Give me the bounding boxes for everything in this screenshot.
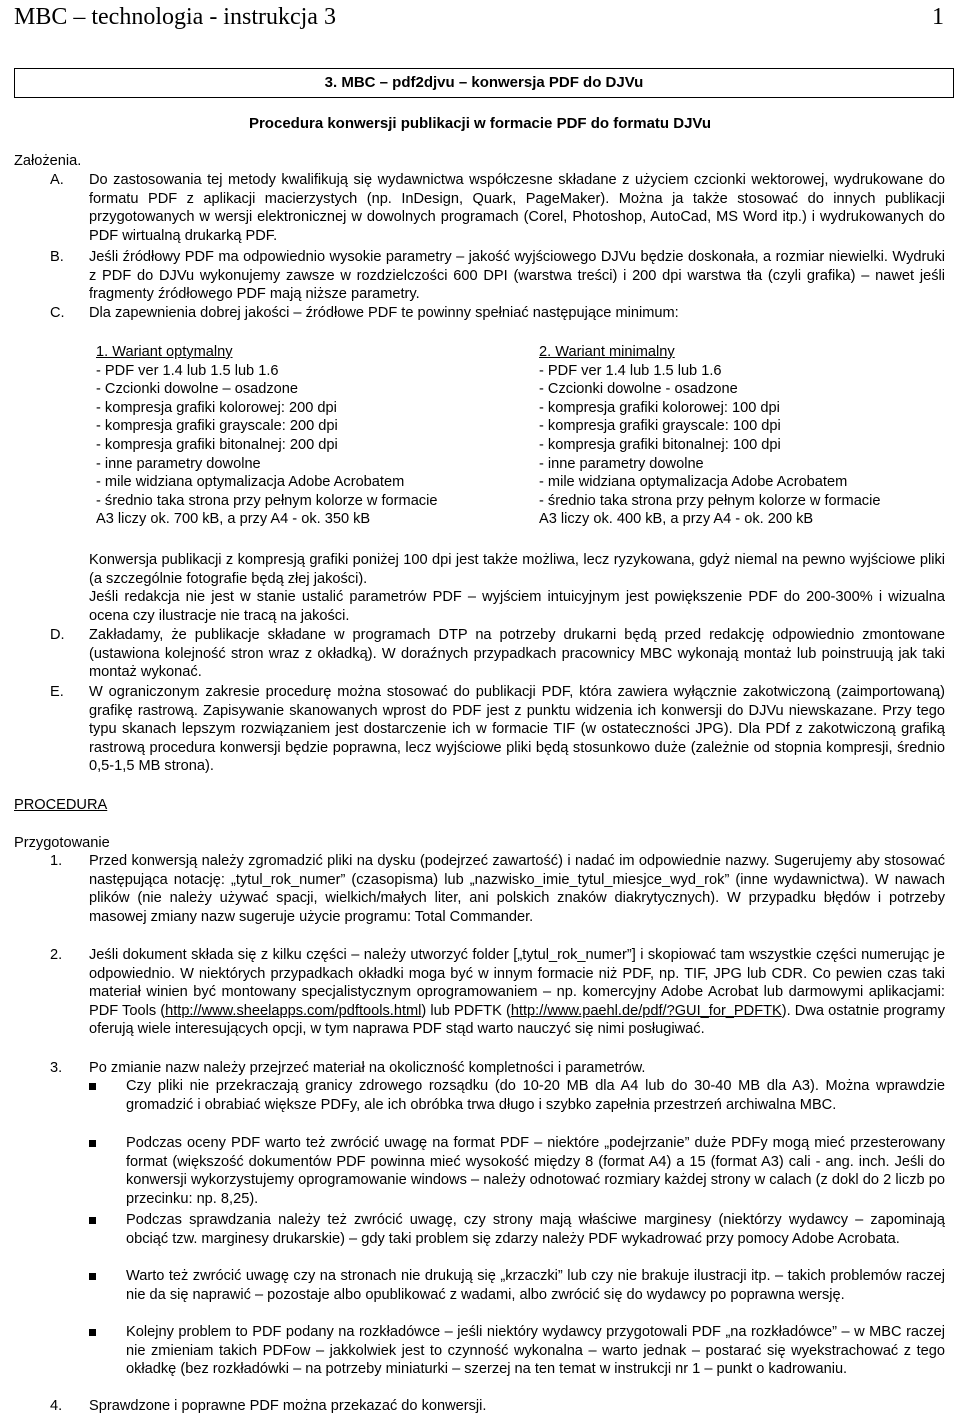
variant-line: - PDF ver 1.4 lub 1.5 lub 1.6 (96, 362, 279, 379)
variant-optimal (96, 343, 506, 529)
item-e (50, 683, 945, 776)
bullet-square-icon (89, 1273, 96, 1280)
variant-line: - średnio taka strona przy pełnym kolorze w formacie (539, 492, 881, 509)
item-b (50, 248, 945, 304)
note-parameters: Jeśli redakcja nie jest w stanie ustalić parametrów PDF – wyjściem intuicyjnym jest powiększenie PDF do 200-300% i wizualna ocena czy ilustracje nie tracą na jakości. (89, 589, 945, 624)
pdftools-link[interactable]: http://www.sheelapps.com/pdftools.html (165, 1002, 422, 1019)
variant-line: - inne parametry dowolne (539, 455, 704, 472)
variant-line: - mile widziana optymalizacja Adobe Acrobatem (96, 474, 405, 491)
step-3-marker: 3. (50, 1060, 63, 1076)
variant-line: - mile widziana optymalizacja Adobe Acrobatem (539, 474, 848, 491)
step-4 (50, 1397, 945, 1416)
variant-line: - kompresja grafiki kolorowej: 100 dpi (539, 399, 780, 416)
section-title: 3. MBC – pdf2djvu – konwersja PDF do DJVu (14, 68, 954, 98)
item-c-marker: C. (50, 305, 65, 321)
variant-line: - kompresja grafiki grayscale: 100 dpi (539, 418, 781, 435)
step-4-text: Sprawdzone i poprawne PDF można przekazać do konwersji. (89, 1398, 487, 1414)
step-1-text: Przed konwersją należy zgromadzić pliki na dysku (podejrzeć zawartość) i nadać im odpowiednie nazwy. Sugerujemy aby stosować następująca notację: „tytul_rok_numer” (czasopisma) lub „nazwisko_imie_tytul_miesjce_wyd_rok” (inne wydawnictwa). W nawach plików (nie należy używać spacji, wielkich/małych liter, ani polskich znaków diakrytycznych). W przypadku błędów i potrzeby masowej zmiany nazw sugeruje użycie programu: Total Commander. (89, 853, 945, 925)
check-bullet (89, 1211, 945, 1248)
item-b-text: Jeśli źródłowy PDF ma odpowiednio wysokie parametry – jakość wyjściowego DJVu będzie doskonała, a rozmiar niewielki. Wydruki z PDF do DJVu wykonujemy zawsze w rozdzielczości 600 DPI (warstwa treści) i 200 dpi warstwa tła (czyli grafika) – nawet jeśli fragmenty źródłowego PDF mają niższe parametry. (89, 249, 945, 303)
step-3 (50, 1059, 945, 1078)
check-bullet (89, 1077, 945, 1114)
check-bullet-text: Podczas sprawdzania należy też zwrócić uwagę, czy strony mają właściwe marginesy (niektórzy wydawcy – zapominają obciąć tzw. marginesy drukarskie) – gdy taki problem się zdarzy należy PDF wykadrować przy pomocy Adobe Acrobata. (126, 1212, 945, 1247)
variant-line: A3 liczy ok. 400 kB, a przy A4 - ok. 200 kB (539, 511, 814, 528)
item-b-marker: B. (50, 249, 64, 265)
page-header (14, 2, 944, 38)
step-3-text: Po zmianie nazw należy przejrzeć materiał na okoliczność kompletności i parametrów. (89, 1060, 646, 1076)
item-e-text: W ograniczonym zakresie procedurę można stosować do publikacji PDF, która zawiera wyłącznie zakotwiczoną (zaimportowaną) grafikę rastrową. Zapisywanie skanowanych wprost do PDF jest z punktu widzenia ich konwersji do DJVu niewskazane. Przy tego typu skanach lepszym rozwiązaniem jest dostarczenie ich w formacie TIF (w ostateczności JPG). Dla PDf z zakotwiczoną grafiką rastrową procedura konwersji będzie poprawna, lecz wyjściowe pliki będą stosunkowo duże (zależnie od stopnia kompresji, średnio 0,5-1,5 MB strona). (89, 684, 945, 775)
header-title: MBC – technologia - instrukcja 3 (14, 4, 336, 30)
step-2-text-c: ). Dwa ostatnie programy oferują wiele interesujących opcji, w tym naprawa PDF stąd warto nauczyć się nimi posługiwać. (89, 1002, 945, 1038)
bullet-square-icon (89, 1083, 96, 1090)
bullet-square-icon (89, 1140, 96, 1147)
item-d-marker: D. (50, 627, 65, 643)
step-2-marker: 2. (50, 947, 63, 963)
check-bullet-text: Czy pliki nie przekraczają granicy zdrowego rozsądku (do 10-20 MB dla A4 lub do 30-40 MB dla A3). Można wprawdzie gromadzić i obrabiać większe PDFy, ale ich obróbka trwa długo i szybko zapełnia przestrzeń archiwalna MBC. (126, 1078, 945, 1113)
variant-line: - inne parametry dowolne (96, 455, 261, 472)
variant-minimal-heading: 2. Wariant minimalny (539, 344, 675, 360)
variant-line: - kompresja grafiki grayscale: 200 dpi (96, 418, 338, 435)
check-bullet-text: Kolejny problem to PDF podany na rozkładówce – jeśli niektóry wydawcy przygotowali PDF „na rozkładówce” – w MBC raczej nie zmieniam takich PDFow – jakkolwiek jest to czynność wykonalna – warto jednak – postarać się wyekstrachować z tego okładkę (bez rozkładówki – na potrzeby miniaturki – szerzej na ten temat w instrukcji nr 1 – punkt o kadrowaniu. (126, 1324, 945, 1378)
check-bullet-text: Warto też zwrócić uwagę czy na stronach nie drukują się „krzaczki” lub czy nie brakuje ilustracji itp. – takich problemów raczej nie da się naprawić – pozostaje albo opublikować z wadami, albo zwrócić się do wydawcy po poprawna wersję. (126, 1268, 945, 1303)
preparation-heading: Przygotowanie (14, 835, 110, 851)
item-d-text: Zakładamy, że publikacje składane w programach DTP na potrzeby drukarni będą przed redakcję odpowiednio zmontowane (ustawiona kolejność stron wraz z okładką). W doraźnych przypadkach pracownicy MBC wykonają montaż lub poinstruują jak taki montaż wykonać. (89, 627, 945, 681)
item-d (50, 626, 945, 682)
step-2-text-b: ) lub PDFTK ( (421, 1002, 511, 1019)
step-2 (50, 946, 945, 1039)
variant-line: A3 liczy ok. 700 kB, a przy A4 - ok. 350 kB (96, 511, 371, 528)
bullet-square-icon (89, 1329, 96, 1336)
step-4-marker: 4. (50, 1398, 63, 1414)
assumptions-label: Założenia. (14, 153, 82, 169)
pdftk-link[interactable]: http://www.paehl.de/pdf/?GUI_for_PDFTK (510, 1002, 782, 1019)
check-bullet (89, 1323, 945, 1379)
note-low-dpi: Konwersja publikacji z kompresją grafiki poniżej 100 dpi jest także możliwa, lecz ryzykowana, gdyż niemal na pewno wyjściowe pliki (a szczególnie fotografie będą złej jakości). (89, 552, 945, 587)
bullet-square-icon (89, 1217, 96, 1224)
variant-minimal (539, 343, 949, 529)
variant-line: - kompresja grafiki kolorowej: 200 dpi (96, 399, 337, 416)
document-subtitle: Procedura konwersji publikacji w formacie PDF do formatu DJVu (248, 115, 712, 132)
check-bullet (89, 1267, 945, 1304)
variant-line: - Czcionki dowolne - osadzone (539, 381, 738, 398)
variant-optimal-heading: 1. Wariant optymalny (96, 344, 233, 360)
check-bullet-text: Podczas oceny PDF warto też zwrócić uwagę na format PDF – niektóre „podejrzanie” duże PDFy mogą mieć przesterowany format (większość dokumentów PDF powinna mieć wysokość między 8 (format A4) a 15 (format A3) cali - ang. inch. Jeśli do konwersji wykorzystujemy oprogramowanie windows – należy odnotować rozmiary każdej strony w calach (z dokl do 2 liczb po przecinku: np. 8,25). (126, 1135, 945, 1207)
variant-line: - kompresja grafiki bitonalnej: 200 dpi (96, 436, 338, 453)
item-a (50, 171, 945, 245)
variant-line: - Czcionki dowolne – osadzone (96, 381, 298, 398)
item-c (50, 304, 945, 323)
item-c-text: Dla zapewnienia dobrej jakości – źródłowe PDF te powinny spełniać następujące minimum: (89, 305, 679, 321)
item-e-marker: E. (50, 684, 64, 700)
check-bullet (89, 1134, 945, 1208)
item-a-marker: A. (50, 172, 64, 188)
variant-line: - kompresja grafiki bitonalnej: 100 dpi (539, 436, 781, 453)
variant-line: - średnio taka strona przy pełnym kolorze w formacie (96, 492, 438, 509)
variant-line: - PDF ver 1.4 lub 1.5 lub 1.6 (539, 362, 722, 379)
procedure-heading: PROCEDURA (14, 797, 108, 813)
item-a-text: Do zastosowania tej metody kwalifikują się wydawnictwa współczesne składane z użyciem czcionki wektorowej, wydrukowane do formatu PDF z aplikacji macierzystych (np. InDesign, Quark, PageMaker). Można ja także stosować do innych publikacji przygotowanych w wersji elektronicznej w dowolnych programach (Corel, Photoshop, AutoCad, MS Word itp.) i wydrukowanych do PDF wirtualną drukarką PDF. (89, 172, 945, 244)
step-1 (50, 852, 945, 926)
page-number: 1 (932, 4, 944, 30)
step-2-text (89, 946, 945, 1039)
step-2-text-a: Jeśli dokument składa się z kilku części – należy utworzyć folder [„tytul_rok_numer”] i skopiować tam wszystkie części numerując je odpowiednio. W niektórych przypadkach okładki moga być w innym formacie niż PDF, np. TIF, JPG lub CDR. Co pewien czas taki materiał winien być montowany specjalistycznym oprogramowaniem – np. komercyjny Adobe Acrobat lub darmowymi aplikacjami: PDF Tools ( (89, 947, 945, 1019)
step-1-marker: 1. (50, 853, 63, 869)
